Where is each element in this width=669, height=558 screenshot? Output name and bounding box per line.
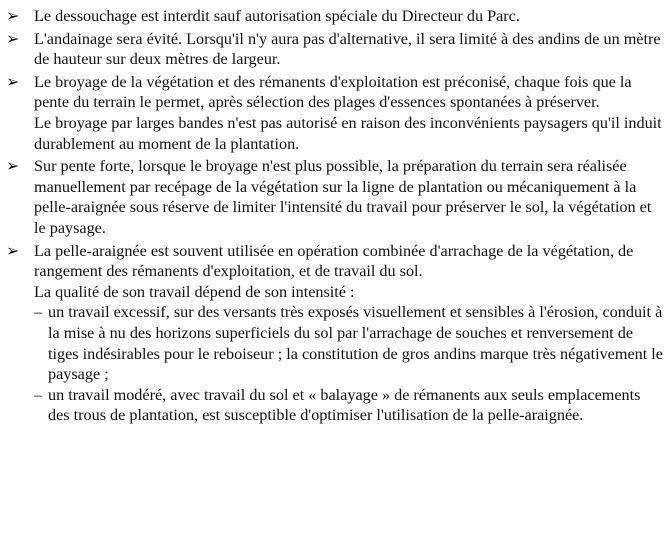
dash-item-travail-excessif: [34, 302, 663, 384]
paragraph: Le dessouchage est interdit sauf autorisation spéciale du Directeur du Parc.: [34, 7, 520, 25]
dash-bullet-icon: –: [34, 385, 43, 404]
bullet-item-dessouchage: [6, 6, 663, 27]
paragraph: La qualité de son travail dépend de son intensité :: [34, 282, 355, 301]
bullet-item-andainage: [6, 29, 663, 70]
dash-item-travail-modere: [34, 385, 663, 426]
arrow-bullet-icon: ➢: [6, 72, 20, 91]
arrow-bullet-icon: ➢: [6, 157, 20, 176]
arrow-bullet-icon: ➢: [6, 29, 20, 48]
bullet-item-pente-forte: [6, 156, 663, 238]
bullet-item-pelle-araignee: [6, 241, 663, 426]
paragraph: La pelle-araignée est souvent utilisée en opération combinée d'arrachage de la végétation, de rangement des rémanents d'exploitation, et de travail du sol.: [34, 241, 634, 281]
paragraph: un travail modéré, avec travail du sol et « balayage » de rémanents aux seuls emplacements des trous de plantation, est susceptible d'optimiser l'utilisation de la pelle-araignée.: [48, 385, 641, 425]
paragraph: Sur pente forte, lorsque le broyage n'est plus possible, la préparation du terrain sera réalisée manuellement par recépage de la végétation sur la ligne de plantation ou mécaniquement à la pelle-araignée sous réserve de limiter l'intensité du travail pour préserver le sol, la végétation et le paysage.: [34, 157, 652, 237]
paragraph: L'andainage sera évité. Lorsqu'il n'y aura pas d'alternative, il sera limité à des andins de un mètre de hauteur sur deux mètres de largeur.: [34, 29, 661, 69]
dash-bullet-icon: –: [34, 303, 43, 322]
arrow-bullet-icon: ➢: [6, 241, 20, 260]
bullet-item-broyage: [6, 72, 663, 154]
paragraph: un travail excessif, sur des versants très exposés visuellement et sensibles à l'érosion, conduit à la mise à nu des horizons superficiels du sol par l'arrachage de souches et renversement de tiges indésirables pour le reboiseur ; la constitution de gros andins marque très négativement le paysage ;: [48, 303, 663, 384]
paragraph: Le broyage par larges bandes n'est pas autorisé en raison des inconvénients paysagers qu'il induit durablement au moment de la plantation.: [34, 113, 662, 153]
arrow-bullet-icon: ➢: [6, 7, 20, 25]
paragraph: Le broyage de la végétation et des rémanents d'exploitation est préconisé, chaque fois que la pente du terrain le permet, après sélection des plages d'essences spontanées à préserver.: [34, 72, 632, 112]
